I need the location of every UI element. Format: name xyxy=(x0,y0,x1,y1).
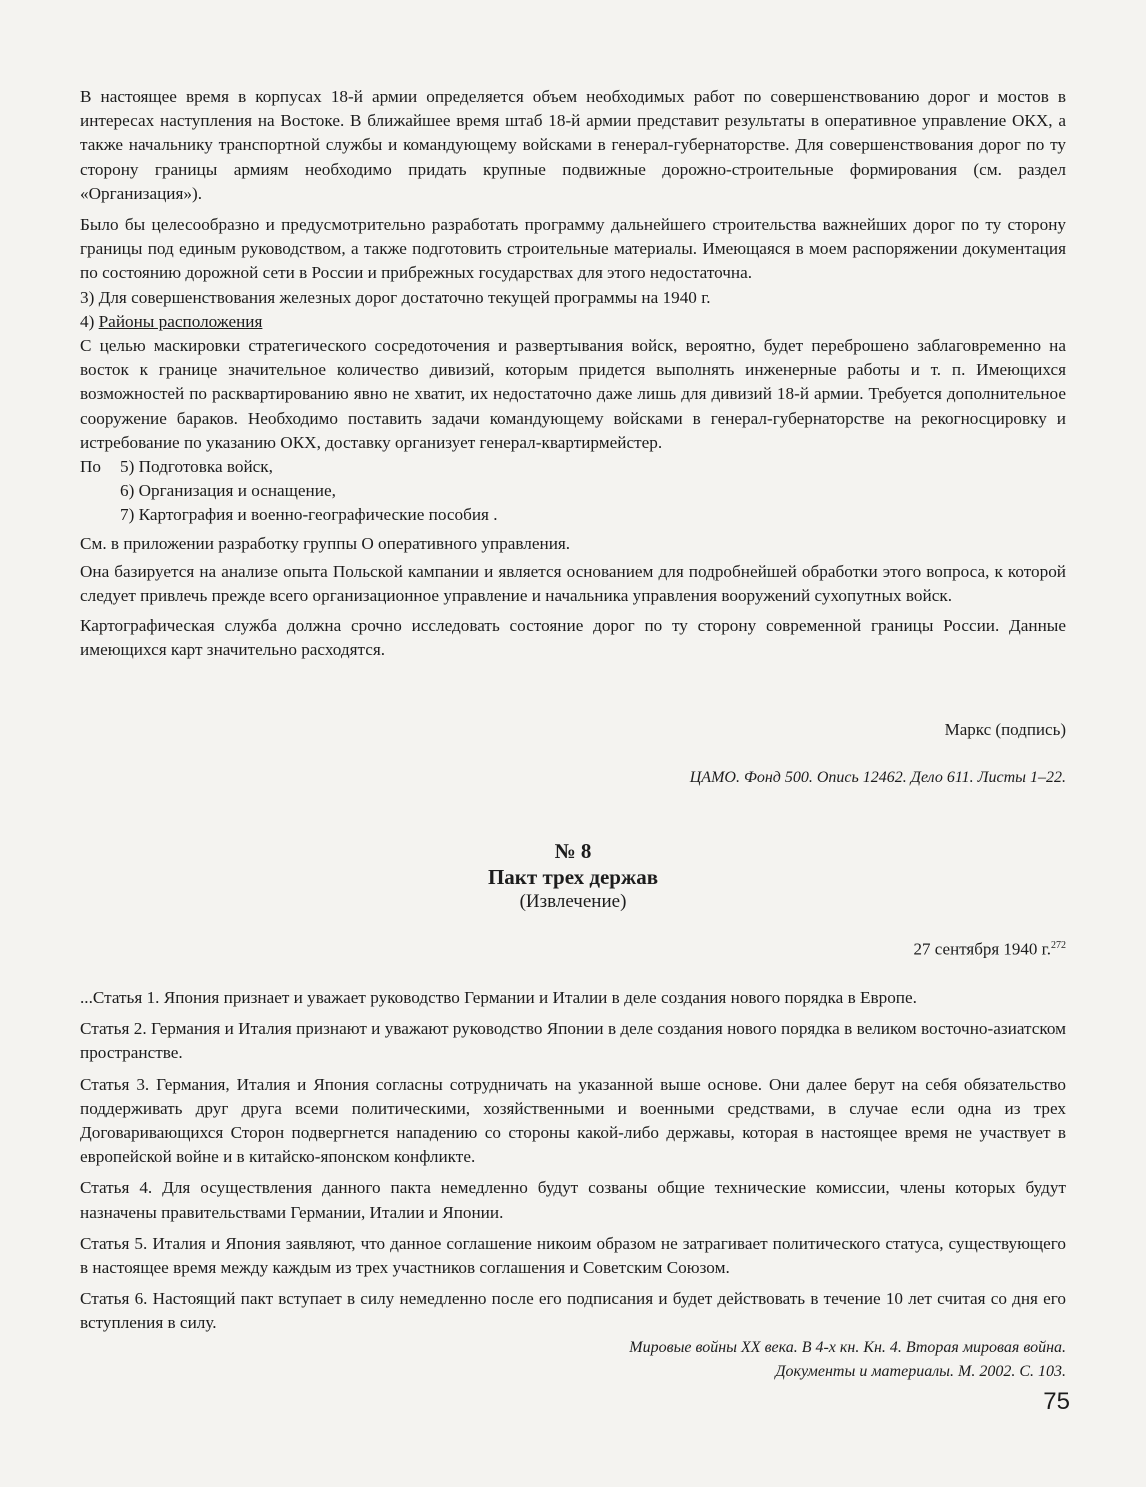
article: Статья 3. Германия, Италия и Япония согласны сотрудничать на указанной выше основе. Они далее берут на себя обязательство поддерживать друг друга всеми политическими, хозяйственными и военными средствами, в случае если одна из трех Договаривающихся Сторон подвергнется нападению со стороны какой-либо державы, которая в настоящее время не участвует в европейской войне и в китайско-японском конфликте. xyxy=(80,1074,1066,1167)
source-line: Мировые войны XX века. В 4-х кн. Кн. 4. Вторая мировая война. xyxy=(629,1339,1066,1356)
article: Статья 5. Италия и Япония заявляют, что данное соглашение никоим образом не затрагивает политического статуса, существующего в настоящее время между каждым из трех участников соглашения и Советским Союзом. xyxy=(80,1233,1066,1278)
paragraph: Было бы целесообразно и предусмотрительно разработать программу дальнейшего строительства важнейших дорог по ту сторону границы под единым руководством, а также подготовить строительные материалы. Имеющаяся в моем распоряжении документация по состоянию дорожной сети в России и прибрежных государствах для этого недостаточна. xyxy=(80,215,1066,283)
paragraph: Она базируется на анализе опыта Польской кампании и является основанием для подробнейшей обработки этого вопроса, к которой следует привлечь прежде всего организационное управление и начальника управления вооружений сухопутных войск. xyxy=(80,561,1066,606)
article: Статья 6. Настоящий пакт вступает в силу немедленно после его подписания и будет действовать в течение 10 лет считая со дня его вступления в силу. xyxy=(80,1289,1066,1333)
list-prefix: По xyxy=(80,457,102,477)
page-number: 75 xyxy=(1043,1388,1070,1415)
document-header xyxy=(0,838,1146,914)
date-text: 27 сентября 1940 г. xyxy=(913,939,1051,959)
document-title: Пакт трех держав xyxy=(487,865,659,889)
paragraph: Картографическая служба должна срочно исследовать состояние дорог по ту сторону современной границы России. Данные имеющихся карт значительно расходятся. xyxy=(80,616,1066,660)
paragraph: В настоящее время в корпусах 18-й армии определяется объем необходимых работ по совершенствованию дорог и мостов в интересах наступления на Востоке. В ближайшее время штаб 18-й армии представит результаты в оперативное управление ОКХ, а также начальнику транспортной службы и командующему войсками в генерал-губернаторстве. Для совершенствования дорог по ту сторону границы армиям необходимо придать крупные подвижные дорожно-строительные формирования (см. раздел «Организация»). xyxy=(80,87,1066,203)
signature: Маркс (подпись) xyxy=(944,720,1066,739)
list-item: 6) Организация и оснащение, xyxy=(120,481,336,501)
section-title: Районы расположения xyxy=(98,311,263,331)
article: ...Статья 1. Япония признает и уважает руководство Германии и Италии в деле создания нового порядка в Европе. xyxy=(80,988,917,1007)
list-item: 7) Картография и военно-географические пособия . xyxy=(120,505,498,525)
paragraph: С целью маскировки стратегического сосредоточения и развертывания войск, вероятно, будет переброшено заблаговременно на восток к границе значительное количество дивизий, которым придется выполнять инженерные работы и т. п. Имеющихся возможностей по расквартированию явно не хватит, их недостаточно даже лишь для дивизий 18-й армии. Требуется дополнительное сооружение бараков. Необходимо поставить задачи командующему войсками в генерал-губернаторстве на рекогносцировку и истребование по указанию ОКХ, доставку организует генерал-квартирмейстер. xyxy=(80,336,1066,452)
article: Статья 2. Германия и Италия признают и уважают руководство Японии в деле создания нового порядка в великом восточно-азиатском пространстве. xyxy=(80,1019,1066,1063)
document-date xyxy=(914,934,1066,962)
document-subtitle: (Извлечение) xyxy=(519,891,627,912)
section-heading xyxy=(80,310,1066,334)
section-number: 4) xyxy=(80,311,95,331)
paragraph: См. в приложении разработку группы О оперативного управления. xyxy=(80,533,571,553)
publication-source xyxy=(629,1336,1066,1384)
paragraph: 3) Для совершенствования железных дорог достаточно текущей программы на 1940 г. xyxy=(80,287,711,307)
enumeration-list xyxy=(80,455,1066,479)
source-line: Документы и материалы. М. 2002. С. 103. xyxy=(775,1363,1066,1380)
list-item: 5) Подготовка войск, xyxy=(120,457,273,477)
article: Статья 4. Для осуществления данного пакта немедленно будут созваны общие технические комиссии, члены которых будут назначены правительствами Германии, Италии и Японии. xyxy=(80,1178,1066,1222)
document-text-pact xyxy=(80,986,1066,1336)
document-text-part1 xyxy=(80,85,1066,663)
document-number: № 8 xyxy=(554,839,592,863)
footnote-ref: 272 xyxy=(1051,940,1066,951)
archive-source: ЦАМО. Фонд 500. Опись 12462. Дело 611. Листы 1–22. xyxy=(689,769,1066,786)
